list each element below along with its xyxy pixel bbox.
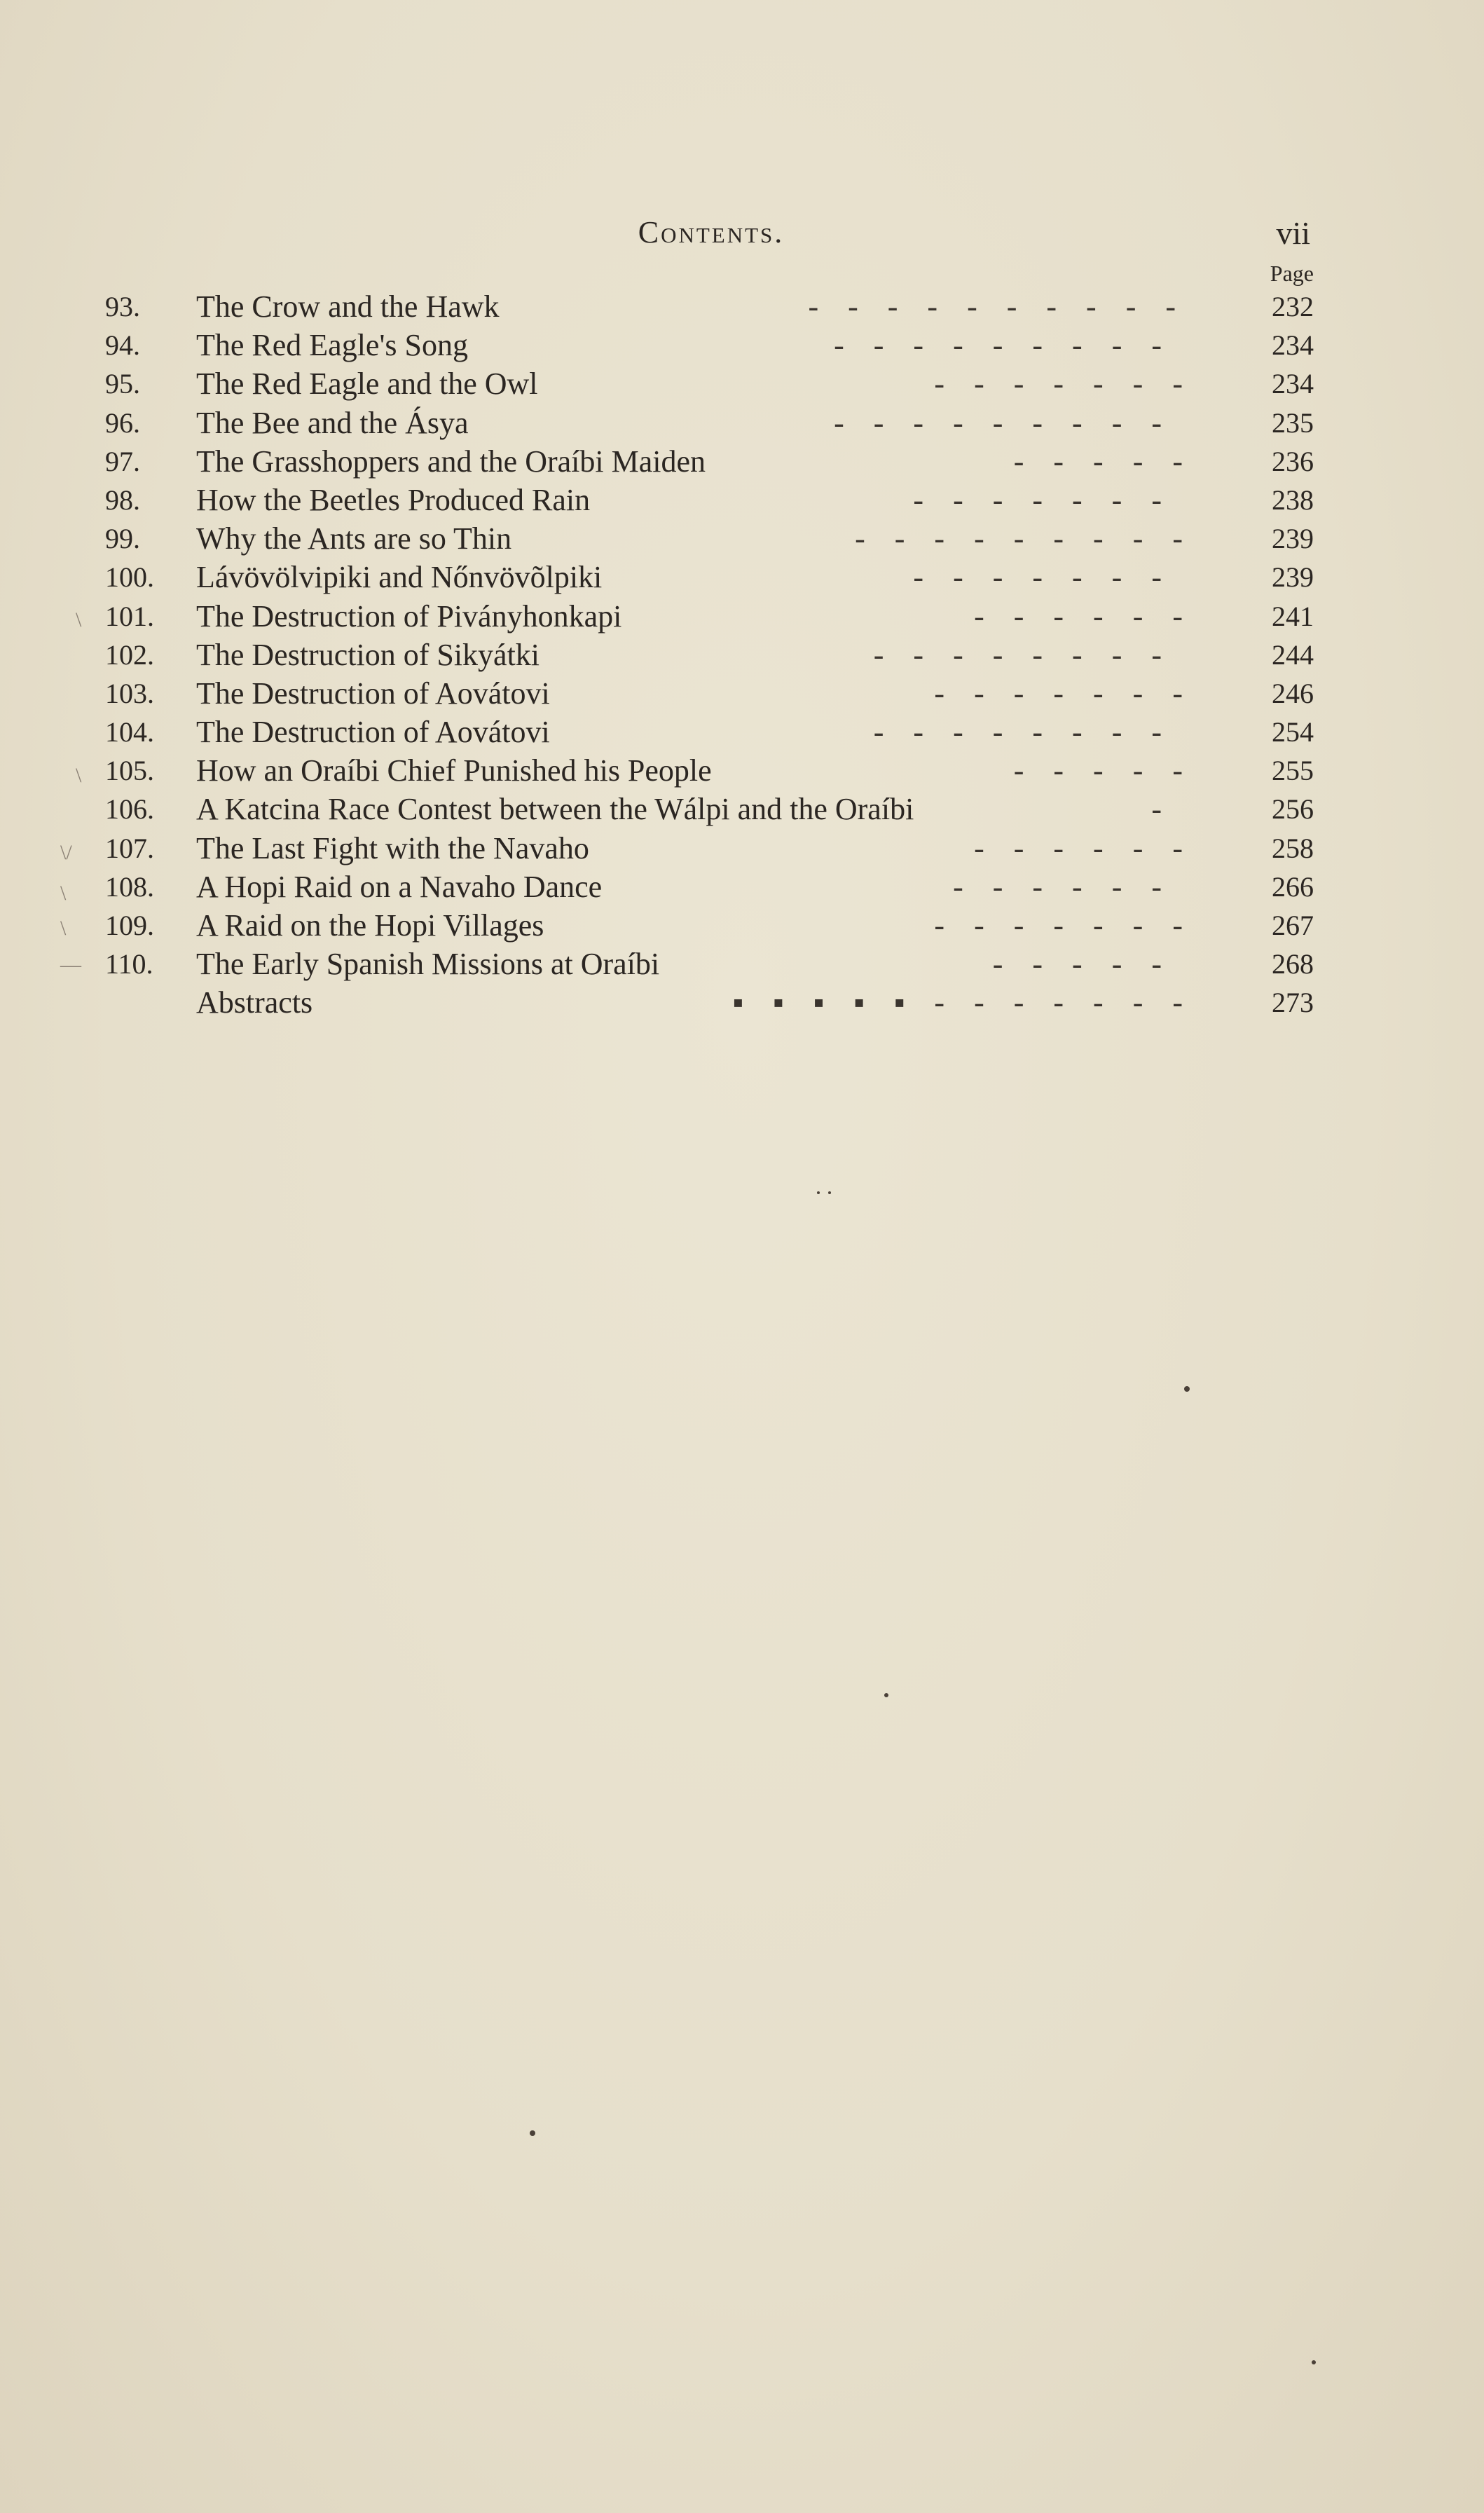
- entry-title: The Destruction of Piványhonkapi: [196, 598, 622, 634]
- toc-entry: [0, 404, 1484, 442]
- toc-entry: [0, 829, 1484, 868]
- entry-number: 107.: [105, 832, 154, 864]
- entry-title: How an Oraíbi Chief Punished his People: [196, 753, 712, 788]
- toc-entry: [0, 983, 1484, 1022]
- entry-title: The Red Eagle and the Owl: [196, 367, 538, 402]
- toc-entry: [0, 636, 1484, 674]
- entry-number: 96.: [105, 406, 140, 439]
- entry-title: The Last Fight with the Navaho: [196, 830, 589, 865]
- entry-number: 105.: [105, 755, 154, 787]
- entry-page: 239: [1272, 523, 1314, 555]
- entry-page: 238: [1272, 484, 1314, 516]
- entry-title: The Bee and the Ásya: [196, 405, 469, 440]
- dot-leader: -----: [992, 947, 1191, 982]
- entry-title: The Destruction of Aovátovi: [196, 715, 550, 750]
- entry-page: 268: [1272, 948, 1314, 980]
- entry-title: How the Beetles Produced Rain: [196, 482, 591, 517]
- dot-leader: -------: [934, 908, 1212, 943]
- entry-page: 239: [1272, 561, 1314, 594]
- entry-number: 102.: [105, 638, 154, 671]
- entry-page: 256: [1272, 793, 1314, 826]
- dot-leader: -: [1151, 792, 1191, 827]
- entry-title: A Katcina Race Contest between the Wálpi and the Oraíbi: [196, 792, 914, 827]
- toc-entry: [0, 713, 1484, 751]
- dot-leader: -------: [934, 367, 1212, 402]
- entry-page: 234: [1272, 329, 1314, 362]
- toc-entry: [0, 945, 1484, 983]
- entry-number: 106.: [105, 793, 154, 826]
- entry-page: 241: [1272, 600, 1314, 632]
- entry-page: 258: [1272, 832, 1314, 864]
- toc-entry: [0, 790, 1484, 828]
- entry-page: 273: [1272, 987, 1314, 1019]
- entry-number: 108.: [105, 870, 154, 903]
- page-column-label: Page: [1270, 261, 1314, 286]
- entry-number: 94.: [105, 329, 140, 362]
- entry-page: 246: [1272, 677, 1314, 709]
- dot-leader: -------: [934, 676, 1212, 711]
- entry-page: 244: [1272, 638, 1314, 671]
- entry-number: 104.: [105, 716, 154, 748]
- toc-entry: [0, 442, 1484, 481]
- paper-speck: [828, 1191, 831, 1194]
- entry-page: 254: [1272, 716, 1314, 748]
- dot-leader: --------: [873, 637, 1191, 672]
- entry-number: 103.: [105, 677, 154, 709]
- entry-page: 232: [1272, 291, 1314, 322]
- entry-number: 97.: [105, 445, 140, 477]
- dot-leader: ▪▪▪▪▪-------: [732, 985, 1212, 1020]
- dot-leader: -----: [1013, 444, 1212, 479]
- margin-tick-mark: \: [76, 764, 82, 787]
- dot-leader: ------: [974, 830, 1212, 865]
- dot-leader: ---------: [834, 328, 1191, 363]
- toc-entry: [0, 597, 1484, 636]
- dot-leader: -----: [1013, 753, 1212, 788]
- entry-page: 267: [1272, 910, 1314, 941]
- dot-leader: ---------: [855, 521, 1212, 556]
- margin-tick-mark: \: [76, 608, 82, 631]
- toc-entry: [0, 558, 1484, 596]
- entry-page: 235: [1272, 406, 1314, 439]
- entry-number: 109.: [105, 910, 154, 941]
- entry-page: 236: [1272, 445, 1314, 477]
- paper-speck: [817, 1191, 820, 1194]
- margin-tick-mark: \/: [60, 841, 72, 864]
- paper-speck: [884, 1693, 888, 1697]
- entry-number: 98.: [105, 484, 140, 516]
- toc-entry: [0, 326, 1484, 364]
- dot-leader: ---------: [834, 405, 1191, 440]
- entry-title: Lávövölvipiki and Nőnvövõlpiki: [196, 560, 603, 595]
- entry-number: 100.: [105, 561, 154, 594]
- entry-page: 255: [1272, 755, 1314, 787]
- entry-number: 101.: [105, 600, 154, 632]
- entry-title: The Destruction of Sikyátki: [196, 637, 540, 672]
- entry-title: The Crow and the Hawk: [196, 289, 500, 324]
- entry-number: 95.: [105, 368, 140, 400]
- margin-tick-mark: —: [60, 953, 81, 976]
- margin-tick-mark: \: [60, 917, 67, 940]
- toc-entry: [0, 481, 1484, 519]
- entry-title: A Hopi Raid on a Navaho Dance: [196, 869, 603, 904]
- entry-title: Abstracts: [196, 985, 313, 1020]
- dot-leader: -------: [913, 482, 1191, 517]
- entry-title: A Raid on the Hopi Villages: [196, 908, 544, 943]
- entry-title: The Red Eagle's Song: [196, 328, 468, 363]
- page-title: Contents.: [638, 215, 785, 249]
- paper-speck: [530, 2130, 535, 2136]
- entry-number: 93.: [105, 291, 140, 322]
- margin-tick-mark: \: [60, 882, 67, 905]
- entry-page: 266: [1272, 870, 1314, 903]
- toc-entry: [0, 868, 1484, 906]
- entry-number: 99.: [105, 523, 140, 555]
- entry-title: The Destruction of Aovátovi: [196, 676, 550, 711]
- toc-entry: [0, 519, 1484, 558]
- dot-leader: --------: [873, 715, 1191, 750]
- dot-leader: ----------: [808, 289, 1205, 324]
- toc-entry: [0, 751, 1484, 790]
- paper-speck: [1312, 2360, 1316, 2364]
- entry-title: The Early Spanish Missions at Oraíbi: [196, 947, 660, 982]
- entry-page: 234: [1272, 368, 1314, 400]
- toc-entry: [0, 674, 1484, 713]
- toc-entry: [0, 906, 1484, 945]
- toc-entry: [0, 287, 1484, 326]
- dot-leader: -------: [913, 560, 1191, 595]
- toc-entry: [0, 364, 1484, 403]
- dot-leader: ------: [953, 869, 1191, 904]
- paper-speck: [1184, 1386, 1190, 1392]
- dot-leader: ------: [974, 598, 1212, 634]
- entry-number: 110.: [105, 948, 153, 980]
- entry-title: Why the Ants are so Thin: [196, 521, 512, 556]
- page-number: vii: [1276, 215, 1310, 251]
- entry-title: The Grasshoppers and the Oraíbi Maiden: [196, 444, 706, 479]
- table-of-contents: [0, 287, 1484, 1022]
